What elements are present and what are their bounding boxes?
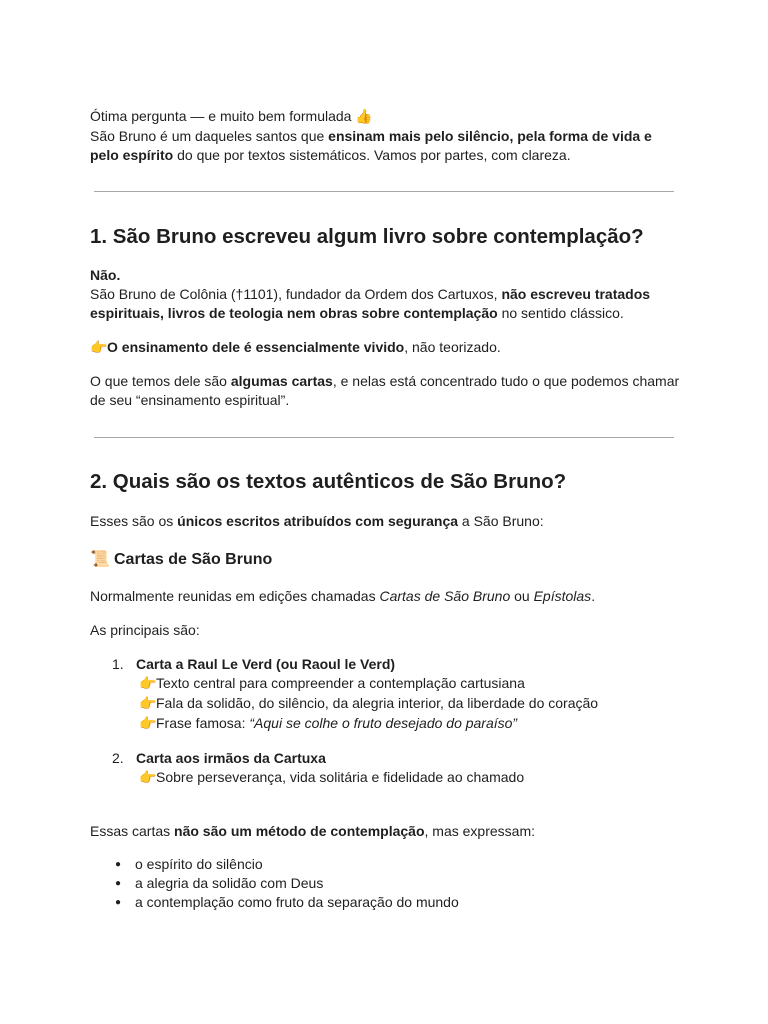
answer-text: Não.	[90, 267, 121, 283]
pointing-hand-icon: 👉	[139, 716, 157, 732]
intro-line-1: Ótima pergunta — e muito bem formulada 👍	[90, 108, 373, 125]
list-item: ● a alegria da solidão com Deus	[115, 875, 324, 891]
scroll-icon: 📜	[90, 549, 110, 568]
pointing-hand-icon: 👉	[90, 340, 108, 356]
section-2-heading: 2. Quais são os textos autênticos de São Bruno?	[90, 470, 567, 493]
letter-point: 👉Texto central para compreender a contemplação cartusiana	[139, 675, 525, 692]
list-number: 1.	[112, 656, 124, 672]
subheading-cartas: 📜 Cartas de São Bruno	[90, 549, 273, 568]
section-2-paragraph-2: Normalmente reunidas em edições chamadas Cartas de São Bruno ou Epístolas.	[90, 588, 596, 604]
list-number: 2.	[112, 750, 124, 766]
list-item: ● a contemplação como fruto da separação do mundo	[115, 894, 459, 910]
intro-paragraph	[90, 107, 680, 165]
letter-point: 👉Frase famosa: “Aqui se colhe o fruto desejado do paraíso”	[139, 715, 518, 732]
bullet-list	[112, 855, 672, 912]
pointing-hand-icon: 👉	[139, 696, 157, 712]
divider	[94, 191, 674, 192]
list-item	[112, 655, 672, 735]
letter-point: 👉Fala da solidão, do silêncio, da alegria interior, da liberdade do coração	[139, 695, 599, 712]
thumbs-up-icon: 👍	[355, 109, 373, 125]
section-2-paragraph-1: Esses são os únicos escritos atribuídos com segurança a São Bruno:	[90, 513, 544, 529]
section-1-paragraph-2: 👉O ensinamento dele é essencialmente vivido, não teorizado.	[90, 339, 501, 356]
list-item	[112, 749, 672, 789]
pointing-hand-icon: 👉	[139, 770, 157, 786]
pointing-hand-icon: 👉	[139, 676, 157, 692]
section-1-answer	[90, 266, 680, 323]
divider	[94, 437, 674, 438]
list-item: ● o espírito do silêncio	[115, 856, 263, 872]
letter-title: Carta a Raul Le Verd (ou Raoul le Verd)	[136, 656, 396, 672]
bullet-icon: ●	[115, 859, 122, 870]
section-1-paragraph-1: São Bruno de Colônia (†1101), fundador da Ordem dos Cartuxos, não escreveu tratados espirituais, livros de teologia nem obras sobre contemplação no sentido clássico.	[90, 286, 651, 321]
section-2-paragraph-3: As principais são:	[90, 622, 200, 638]
intro-line-2: São Bruno é um daqueles santos que ensinam mais pelo silêncio, pela forma de vida e pelo espírito do que por textos sistemáticos. Vamos por partes, com clareza.	[90, 128, 652, 163]
bullet-icon: ●	[115, 897, 122, 908]
section-2-paragraph-4: Essas cartas não são um método de contemplação, mas expressam:	[90, 823, 536, 839]
bullet-icon: ●	[115, 878, 122, 889]
letter-title: Carta aos irmãos da Cartuxa	[136, 750, 326, 766]
letter-point: 👉Sobre perseverança, vida solitária e fidelidade ao chamado	[139, 769, 525, 786]
section-1-paragraph-3: O que temos dele são algumas cartas, e nelas está concentrado tudo o que podemos chamar de seu “ensinamento espiritual”.	[90, 373, 680, 408]
section-1-heading: 1. São Bruno escreveu algum livro sobre contemplação?	[90, 225, 644, 248]
